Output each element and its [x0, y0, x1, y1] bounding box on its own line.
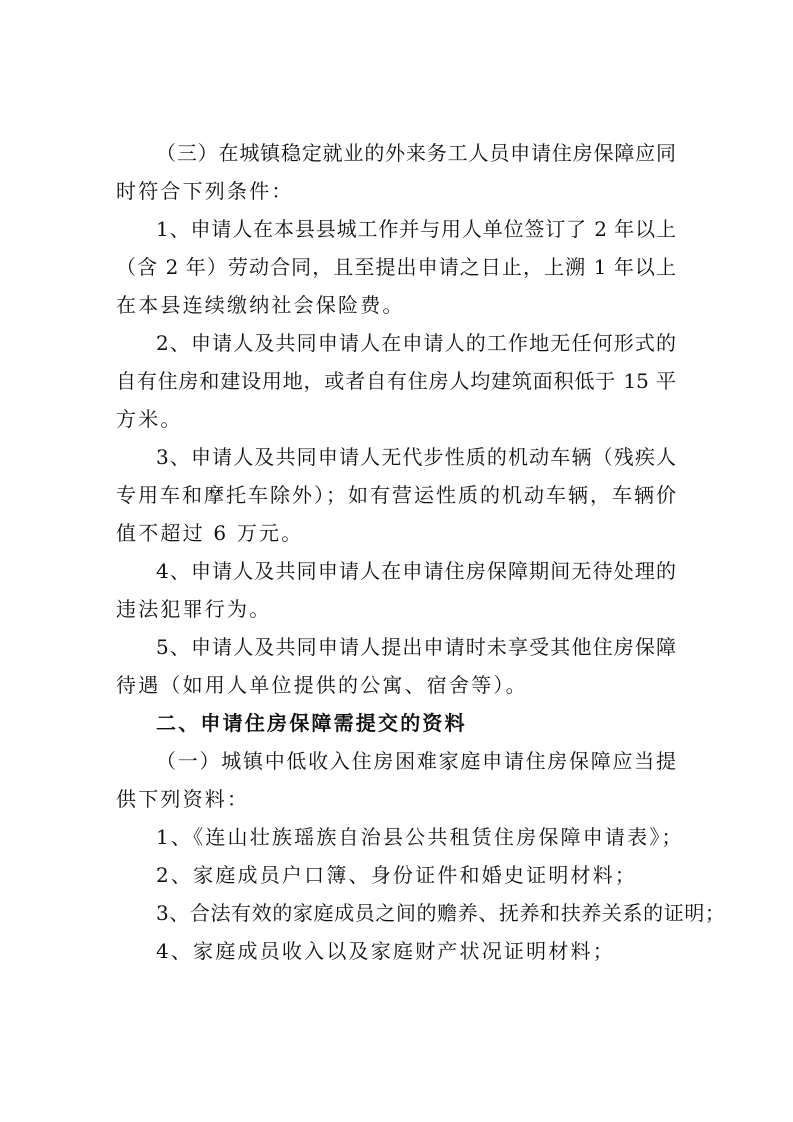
- condition-5-line2: 待遇（如用人单位提供的公寓、宿舍等）。: [116, 673, 528, 697]
- condition-2-line3: 方米。: [116, 407, 183, 431]
- condition-3-line2: 专用车和摩托车除外）；如有营运性质的机动车辆，车辆价: [116, 483, 676, 507]
- subsection1-line2: 供下列资料：: [116, 787, 250, 811]
- section-heading: 二、申请住房保障需提交的资料: [156, 711, 467, 735]
- condition-1-line1: 1、申请人在本县县城工作并与用人单位签订了 2 年以上: [156, 217, 676, 241]
- condition-3-line1: 3、申请人及共同申请人无代步性质的机动车辆（残疾人: [156, 445, 676, 469]
- material-item-4: 4、家庭成员收入以及家庭财产状况证明材料；: [156, 939, 615, 963]
- subsection1-line1: （一）城镇中低收入住房困难家庭申请住房保障应当提: [156, 749, 676, 773]
- condition-5-line1: 5、申请人及共同申请人提出申请时未享受其他住房保障: [156, 635, 676, 659]
- condition-4-line1: 4、申请人及共同申请人在申请住房保障期间无待处理的: [156, 559, 676, 583]
- material-item-1: 1、《连山壮族瑶族自治县公共租赁住房保障申请表》；: [156, 825, 684, 849]
- condition-1-line3: 在本县连续缴纳社会保险费。: [116, 293, 405, 317]
- section3-intro-line2: 时符合下列条件：: [116, 179, 294, 203]
- condition-4-line2: 违法犯罪行为。: [116, 597, 272, 621]
- material-item-3: 3、合法有效的家庭成员之间的赡养、抚养和扶养关系的证明；: [156, 901, 726, 925]
- section3-intro-line1: （三）在城镇稳定就业的外来务工人员申请住房保障应同: [156, 141, 676, 165]
- material-item-2: 2、家庭成员户口簿、身份证件和婚史证明材料；: [156, 863, 638, 887]
- condition-1-line2: （含 2 年）劳动合同，且至提出申请之日止，上溯 1 年以上: [116, 255, 676, 279]
- condition-2-line2: 自有住房和建设用地，或者自有住房人均建筑面积低于 15 平: [116, 369, 676, 393]
- condition-2-line1: 2、申请人及共同申请人在申请人的工作地无任何形式的: [156, 331, 676, 355]
- condition-3-line3: 值不超过 6 万元。: [116, 521, 304, 545]
